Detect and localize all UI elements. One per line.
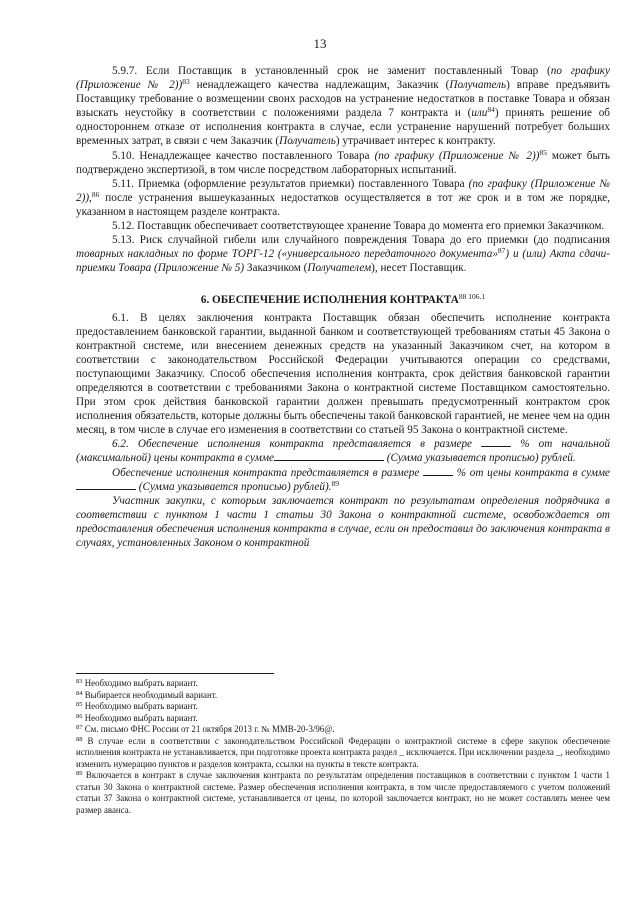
clause-6-2-alt: [76, 466, 610, 494]
clause-text: ) утрачивает интерес к контракту.: [335, 135, 496, 148]
footnote-84: [76, 690, 610, 702]
clause-text: ,: [89, 191, 92, 204]
footnote-text: Необходимо выбрать вариант.: [84, 712, 198, 723]
clause-italic: или: [471, 107, 488, 120]
footnote-number: 88: [76, 735, 83, 743]
clause-italic: ) и (или) Акта сдачи-приемки Товара (Приложение № 5): [76, 248, 611, 275]
footnote-ref[interactable]: 89: [331, 478, 339, 488]
clause-text: 5.11. Приемка (оформление результатов приемки) поставленного Товара: [112, 177, 469, 190]
clause-5-9-7: [76, 64, 610, 149]
footnote-ref[interactable]: 86: [91, 189, 100, 199]
footnote-number: 84: [76, 689, 83, 697]
footnote-text: См. письмо ФНС России от 21 октября 2013 г. № ММВ-20-3/96@.: [84, 724, 335, 734]
clause-italic: % от цены контракта в сумме: [456, 466, 611, 479]
clause-italic: Участник закупки, с которым заключается контракт по результатам определения подрядчика в соответствии с пунктом 1 части 1 статьи 30 Закона о контрактной системе, освобождается от предоставления обеспечения исполнения контракта в случае, если он предоставил до заключения контракта в случаях, установленных Законом о контрактной: [76, 494, 610, 549]
clause-italic: (Сумма указывается прописью) рублей).: [138, 480, 332, 493]
footnote-number: 87: [76, 724, 83, 731]
footnote-number: 86: [76, 712, 83, 720]
clause-5-13: [76, 233, 610, 275]
clause-text: может быть подтверждено экспертизой, в том числе посредством лабораторных испытаний.: [76, 149, 610, 176]
clause-6-2: [76, 437, 610, 465]
clause-text: ) принять решение об одностороннем отказе от исполнения контракта в случае, если устранение нарушений потребует больших временных затрат, в связи с чем Заказчик (: [76, 107, 610, 148]
amount-blank[interactable]: [274, 451, 384, 461]
clause-italic: Обеспечение исполнения контракта представляется в размере: [112, 466, 420, 479]
clause-italic: Получателем: [307, 262, 372, 275]
clause-text: 5.10. Ненадлежащее качество поставленного Товара: [112, 149, 375, 162]
footnote-number: 89: [76, 770, 83, 777]
clause-6-1: 6.1. В целях заключения контракта Поставщик обязан обеспечить исполнение контракта предоставлением банковской гарантии, выданной банком и соответствующей требованиям статьи 45 Закона о контрактной системе, или внесением денежных средств на указанный Заказчиком счет, на котором в соответствии с законодательством Российской Федерации учитываются операции со средствами, поступающими Заказчику. Способ обеспечения исполнения контракта, срок действия банковской гарантии определяются в соответствии с требованиями Закона о контрактной системе Поставщиком самостоятельно. При этом срок действия банковской гарантии должен превышать предусмотренный контрактом срок исполнения обязательств, которые должны быть обеспечены такой банковской гарантией, не менее чем на один месяц, в том числе в случае его изменения в соответствии со статьей 95 Закона о контрактной системе.: [76, 311, 610, 437]
clause-5-10: [76, 149, 610, 177]
clause-italic: Получатель: [279, 135, 336, 148]
percent-blank[interactable]: [481, 437, 511, 447]
clause-participant: [76, 494, 610, 550]
footnote-87: [76, 724, 610, 736]
footnote-text: В случае если в соответствии с законодательством Российской Федерации о контрактной системе в сфере закупок обеспечение исполнения контракта не устанавливается, при подготовке проекта контракта раздел _ исключается. При исключении раздела _, необходимо изменить нумерацию пунктов и разделов контракта, ссылки на пункты в тексте контракта.: [76, 735, 610, 769]
clause-text: ) вправе предъявить Поставщику требование о возмещении своих расходов на устранение недостатков в поставке Товара и обязан взыскать неустойку в соответствии с положениями раздела 7 контракта и (: [76, 79, 611, 120]
clause-italic: (по графику (Приложение № 2)): [374, 149, 540, 162]
footnote-number: 85: [76, 701, 83, 708]
clause-italic: 6.2. Обеспечение исполнения контракта представляется в размере: [112, 438, 473, 451]
footnote-ref[interactable]: 87: [497, 246, 506, 256]
footnote-text: Выбирается необходимый вариант.: [84, 689, 218, 700]
clause-5-11: [76, 177, 610, 219]
footnote-text: Включается в контракт в случае заключения контракта по результатам определения поставщиков в соответствии с пунктом 1 части 1 статьи 30 Закона о контрактной системе. Размер обеспечения исполнения контракта, в том числе предоставляемого с учетом положений статьи 37 Закона о контрактной системе, устанавливается от цены, по которой заключается контракт, но не может составлять менее чем размер аванса.: [76, 770, 610, 815]
clause-italic: товарных накладных по форме ТОРГ-12 («универсального передаточного документа»: [76, 248, 498, 261]
footnote-86: [76, 713, 610, 725]
footnote-ref[interactable]: 83: [182, 77, 190, 87]
percent-blank[interactable]: [423, 466, 453, 476]
clause-italic: Получатель: [449, 79, 507, 92]
clause-italic: по графику (Приложение № 2)): [76, 65, 610, 92]
footnote-85: [76, 701, 610, 713]
clause-5-12: 5.12. Поставщик обеспечивает соответствующее хранение Товара до момента его приемки Заказчиком.: [112, 220, 605, 233]
clause-italic: (по графику (Приложение № 2)): [76, 177, 610, 204]
footnote-separator: [76, 673, 274, 674]
section-6-heading: [76, 293, 610, 307]
footnote-text: Необходимо выбрать вариант.: [84, 701, 198, 711]
footnote-ref[interactable]: 88: [458, 292, 467, 302]
footnote-text: Необходимо выбрать вариант.: [84, 678, 198, 688]
section-title: 6. ОБЕСПЕЧЕНИЕ ИСПОЛНЕНИЯ КОНТРАКТА: [200, 294, 459, 307]
clause-text: 5.9.7. Если Поставщик в установленный срок не заменит поставленный Товар (: [112, 65, 551, 77]
amount-blank[interactable]: [76, 480, 136, 490]
footnote-88: [76, 736, 610, 771]
contract-body: [76, 64, 610, 550]
footnote-89: [76, 770, 610, 816]
footnote-ref[interactable]: 85: [539, 147, 547, 157]
clause-text: 5.13. Риск случайной гибели или случайного повреждения Товара до его приемки (до подписания: [112, 234, 610, 247]
clause-text: после устранения вышеуказанных недостатков осуществляется в тот же срок и в том же порядке, указанном в настоящем разделе контракта.: [76, 191, 610, 218]
footnote-83: [76, 678, 610, 690]
clause-text: ненадлежащего качества надлежащим, Заказчик (: [189, 79, 450, 92]
clause-text: ), несет Поставщик.: [371, 262, 467, 275]
clause-italic: % от начальной (максимальной) цены контракта в сумме: [76, 438, 611, 465]
footnote-ref[interactable]: 84: [487, 105, 495, 115]
clause-text: Заказчиком (: [244, 262, 308, 275]
page-number: 13: [313, 36, 327, 51]
clause-italic: (Сумма указывается прописью) рублей.: [386, 452, 576, 465]
footnote-number: 83: [76, 678, 83, 685]
footnote-ref[interactable]: 106.1: [468, 292, 486, 302]
footnotes: [76, 678, 610, 816]
